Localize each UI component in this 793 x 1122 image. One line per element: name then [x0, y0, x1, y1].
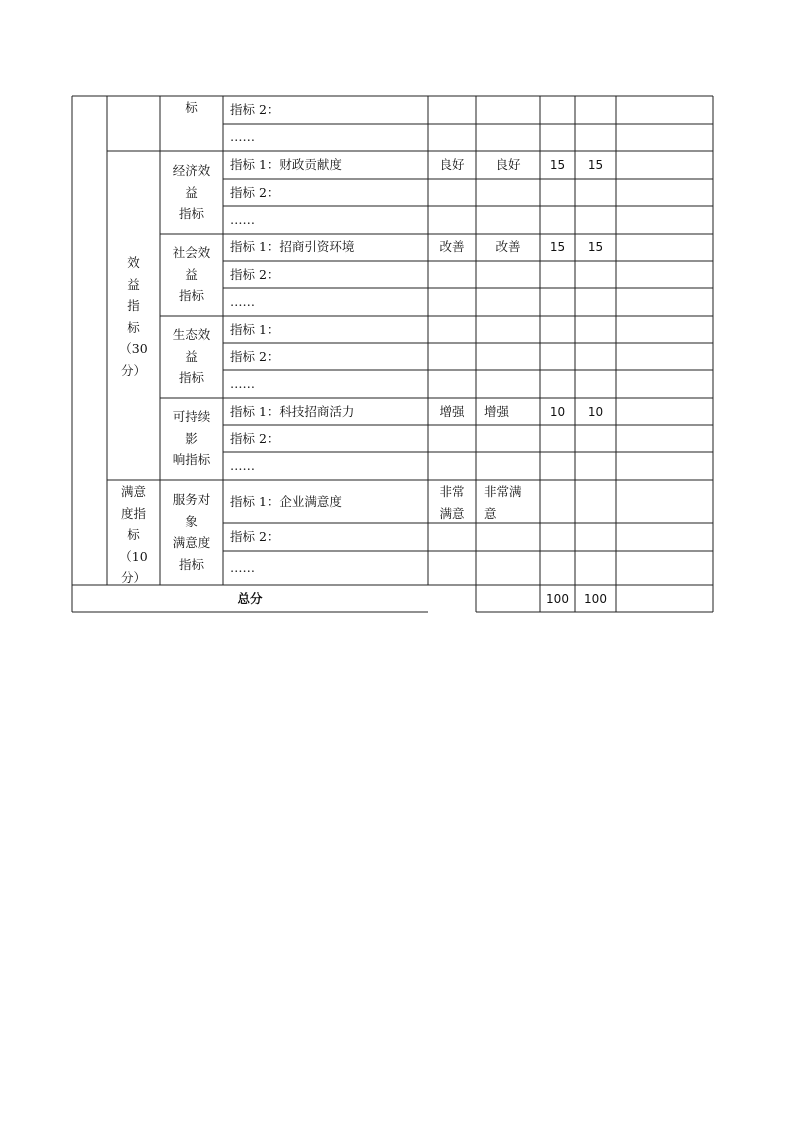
weight-cell: 10: [549, 405, 566, 419]
indicator-cell: 指标 1：企业满意度: [230, 494, 342, 509]
actual-cell: 增强: [484, 404, 510, 419]
indicator-cell: 指标 2：: [230, 529, 280, 544]
indicator-cell: ……: [230, 212, 255, 227]
indicator-cell: 指标 2：: [230, 185, 280, 200]
economic-benefit-label: 经济效 益 指标: [172, 163, 211, 221]
indicator-cell: 指标 2：: [230, 431, 280, 446]
score-cell: 10: [587, 405, 604, 419]
indicator-cell: 指标 2：: [230, 267, 280, 282]
target-cell: 良好: [439, 157, 465, 172]
target-cell: 增强: [439, 404, 465, 419]
indicator-cell: 指标 1：财政贡献度: [230, 157, 342, 172]
benefit-category-label: 效 益 指 标 （30 分）: [119, 255, 148, 378]
actual-cell: 非常满 意: [484, 484, 522, 521]
indicator-cell: 指标 2：: [230, 349, 280, 364]
indicator-cell: ……: [230, 458, 255, 473]
social-benefit-label: 社会效 益 指标: [172, 245, 211, 303]
indicator-cell: 指标 1：科技招商活力: [230, 404, 355, 419]
total-score: 100: [584, 592, 607, 606]
sustainable-impact-label: 可持续 影 响指标: [172, 409, 211, 467]
indicator-cell: 指标 2：: [230, 102, 280, 117]
weight-cell: 15: [549, 158, 566, 172]
indicator-cell: 指标 1：招商引资环境: [230, 239, 355, 254]
indicator-cell: ……: [230, 129, 255, 144]
actual-cell: 良好: [495, 157, 521, 172]
service-satisfaction-label: 服务对 象 满意度 指标: [172, 492, 211, 572]
target-cell: 改善: [439, 239, 465, 254]
weight-cell: 15: [549, 240, 566, 254]
indicator-cell: 指标 1：: [230, 322, 280, 337]
satisfaction-category-label: 满意 度指 标 （10 分）: [119, 484, 148, 585]
score-cell: 15: [587, 158, 604, 172]
indicator-cell: ……: [230, 376, 255, 391]
sub-category-label: 标: [185, 100, 198, 115]
ecological-benefit-label: 生态效 益 指标: [172, 327, 211, 385]
total-label: 总分: [237, 591, 263, 606]
indicator-cell: ……: [230, 294, 255, 309]
score-cell: 15: [587, 240, 604, 254]
total-weight: 100: [546, 592, 569, 606]
target-cell: 非常 满意: [439, 484, 465, 521]
indicator-cell: ……: [230, 560, 255, 575]
actual-cell: 改善: [495, 239, 521, 254]
